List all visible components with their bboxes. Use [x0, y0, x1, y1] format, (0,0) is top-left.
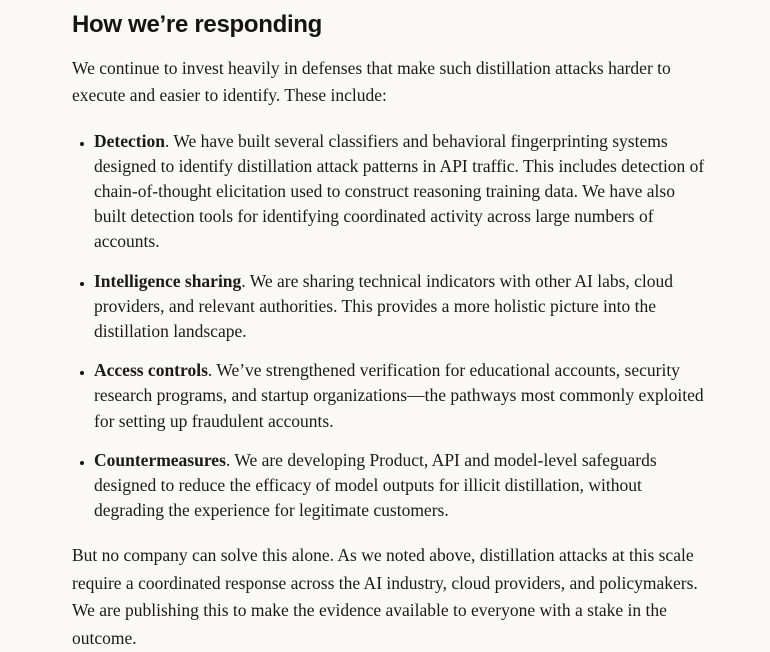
closing-paragraph: But no company can solve this alone. As we noted above, distillation attacks at this scale require a coordinated response across the AI industry, cloud providers, and policymakers. We are publishing this to make the evidence available to everyone with a stake in the outcome. [72, 545, 698, 648]
list-item [94, 129, 710, 255]
response-bullet-list [72, 129, 710, 524]
bullet-term: Countermeasures [94, 449, 226, 470]
list-item [94, 269, 710, 345]
bullet-text: . We are developing Product, API and model-level safeguards designed to reduce the efficacy of model outputs for illicit distillation, without degrading the experience for legitimate customers. [94, 449, 657, 521]
bullet-text: . We’ve strengthened verification for educational accounts, security research programs, and startup organizations—the pathways most commonly exploited for setting up fraudulent accounts. [94, 360, 704, 431]
intro-paragraph: We continue to invest heavily in defenses that make such distillation attacks harder to execute and easier to identify. These include: [72, 57, 671, 106]
bullet-term: Access controls [94, 360, 208, 381]
bullet-term: Intelligence sharing [94, 270, 242, 291]
bullet-text: . We have built several classifiers and behavioral fingerprinting systems designed to identify distillation attack patterns in API traffic. This includes detection of chain-of-thought elicitation used to construct reasoning training data. We have also built detection tools for identifying coordinated activity across large numbers of accounts. [94, 130, 705, 252]
section-heading: How we’re responding [72, 11, 323, 38]
bullet-text: . We are sharing technical indicators with other AI labs, cloud providers, and relevant authorities. This provides a more holistic picture into the distillation landscape. [94, 270, 674, 342]
list-item [94, 358, 710, 434]
list-item [94, 448, 710, 524]
bullet-term: Detection [94, 130, 165, 151]
